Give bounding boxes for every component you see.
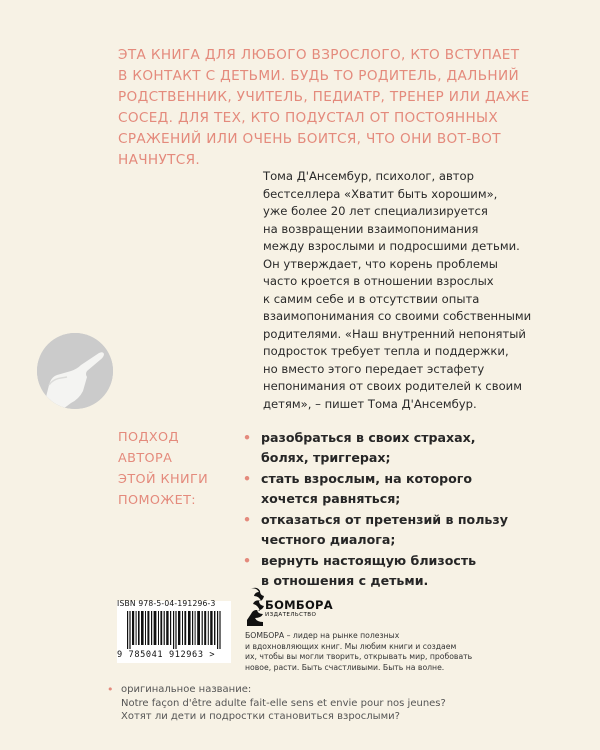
lead-line: ЭТА КНИГА ДЛЯ ЛЮБОГО ВЗРОСЛОГО, КТО ВСТУПАЕТ: [118, 47, 520, 63]
benefit-item: [243, 469, 573, 508]
publisher-description-line: БОМБОРА – лидер на рынке полезных: [245, 631, 400, 640]
publisher-description-line: новое, расти. Быть счастливыми. Быть на волне.: [245, 662, 445, 672]
bullet-dot: •: [243, 512, 252, 527]
benefit-line: отказаться от претензий в пользу: [261, 512, 508, 527]
benefit-item: [243, 551, 573, 590]
body-line: к самим себе и в отсутствии опыта: [263, 291, 480, 306]
helps-label-line: ПОМОЖЕТ:: [118, 493, 197, 508]
benefit-line: в отношения с детьми.: [261, 572, 429, 588]
barcode-number: 9 785041 912963 >: [117, 650, 216, 660]
body-line: между взрослыми и подросшими детьми.: [263, 239, 520, 253]
body-line: подросток требует тепла и поддержки,: [263, 344, 509, 358]
body-line: родителями. «Наш внутренний непонятый: [263, 326, 526, 341]
hand-illustration: [37, 333, 113, 409]
bullet-dot: •: [243, 471, 252, 486]
body-line: непонимания от своих родителей к своим: [263, 379, 522, 393]
body-line: взаимопонимания со своими собственными: [263, 309, 532, 323]
helps-label-line: ЭТОЙ КНИГИ: [118, 472, 209, 487]
isbn-text: ISBN 978-5-04-191296-3: [117, 599, 216, 608]
helps-label-line: АВТОРА: [118, 451, 173, 466]
publisher-name: БОМБОРА: [265, 598, 333, 612]
body-line: детям», – пишет Тома Д'Ансембур.: [263, 396, 477, 411]
author-paragraph: [263, 168, 563, 413]
benefits-list: [243, 428, 573, 592]
barcode-icon: [127, 611, 225, 649]
publisher-description: [245, 631, 473, 673]
barcode-block: [117, 601, 231, 663]
body-line: но вместо этого передает эстафету: [263, 361, 485, 376]
pointing-hand-photo: [37, 333, 113, 409]
original-title-label: оригинальное название:: [121, 684, 252, 695]
benefit-item: [243, 428, 573, 467]
body-line: Тома Д'Ансембур, психолог, автор: [263, 169, 475, 183]
publisher-subtitle: ИЗДАТЕЛЬСТВО: [265, 612, 317, 618]
publisher-description-line: их, чтобы вы могли творить, открывать мир, пробовать: [245, 652, 473, 661]
lead-line: СРАЖЕНИЙ ИЛИ ОЧЕНЬ БОИТСЯ, ЧТО ОНИ ВОТ-ВОТ: [118, 131, 501, 147]
benefit-item: [243, 510, 573, 549]
original-title-block: [107, 683, 446, 724]
publisher-wave-icon: [245, 584, 265, 626]
bullet-dot: •: [107, 683, 114, 696]
original-title-line: Notre façon d'être adulte fait-elle sens et envie pour nos jeunes?: [121, 697, 446, 709]
body-line: часто кроется в отношении взрослых: [263, 274, 494, 288]
bullet-dot: •: [243, 430, 252, 445]
publisher-description-line: и вдохновляющих книг. Мы любим книги и создаем: [245, 641, 457, 651]
helps-label-line: ПОДХОД: [118, 430, 179, 445]
bullet-dot: •: [243, 553, 252, 568]
lead-line: СОСЕД. ДЛЯ ТЕХ, КТО ПОДУСТАЛ ОТ ПОСТОЯННЫХ: [118, 110, 499, 126]
body-line: на возвращении взаимопонимания: [263, 221, 479, 236]
helps-label: [118, 427, 208, 511]
body-line: уже более 20 лет специализируется: [263, 204, 488, 218]
benefit-line: хочется равняться;: [261, 490, 401, 506]
lead-line: В КОНТАКТ С ДЕТЬМИ. БУДЬ ТО РОДИТЕЛЬ, ДАЛЬНИЙ: [118, 68, 520, 84]
body-line: бестселлера «Хватит быть хорошим»,: [263, 186, 498, 201]
benefit-line: стать взрослым, на которого: [261, 471, 473, 486]
lead-paragraph: [118, 45, 558, 171]
lead-line: РОДСТВЕННИК, УЧИТЕЛЬ, ПЕДИАТР, ТРЕНЕР ИЛИ ДАЖЕ: [118, 89, 530, 105]
body-line: Он утверждает, что корень проблемы: [263, 256, 498, 271]
benefit-line: честного диалога;: [261, 531, 396, 547]
original-title-line: Хотят ли дети и подростки становиться взрослыми?: [121, 711, 400, 723]
benefit-line: вернуть настоящую близость: [261, 553, 477, 568]
benefit-line: болях, триггерах;: [261, 449, 391, 465]
lead-line: НАЧНУТСЯ.: [118, 152, 201, 168]
benefit-line: разобраться в своих страхах,: [261, 430, 476, 445]
